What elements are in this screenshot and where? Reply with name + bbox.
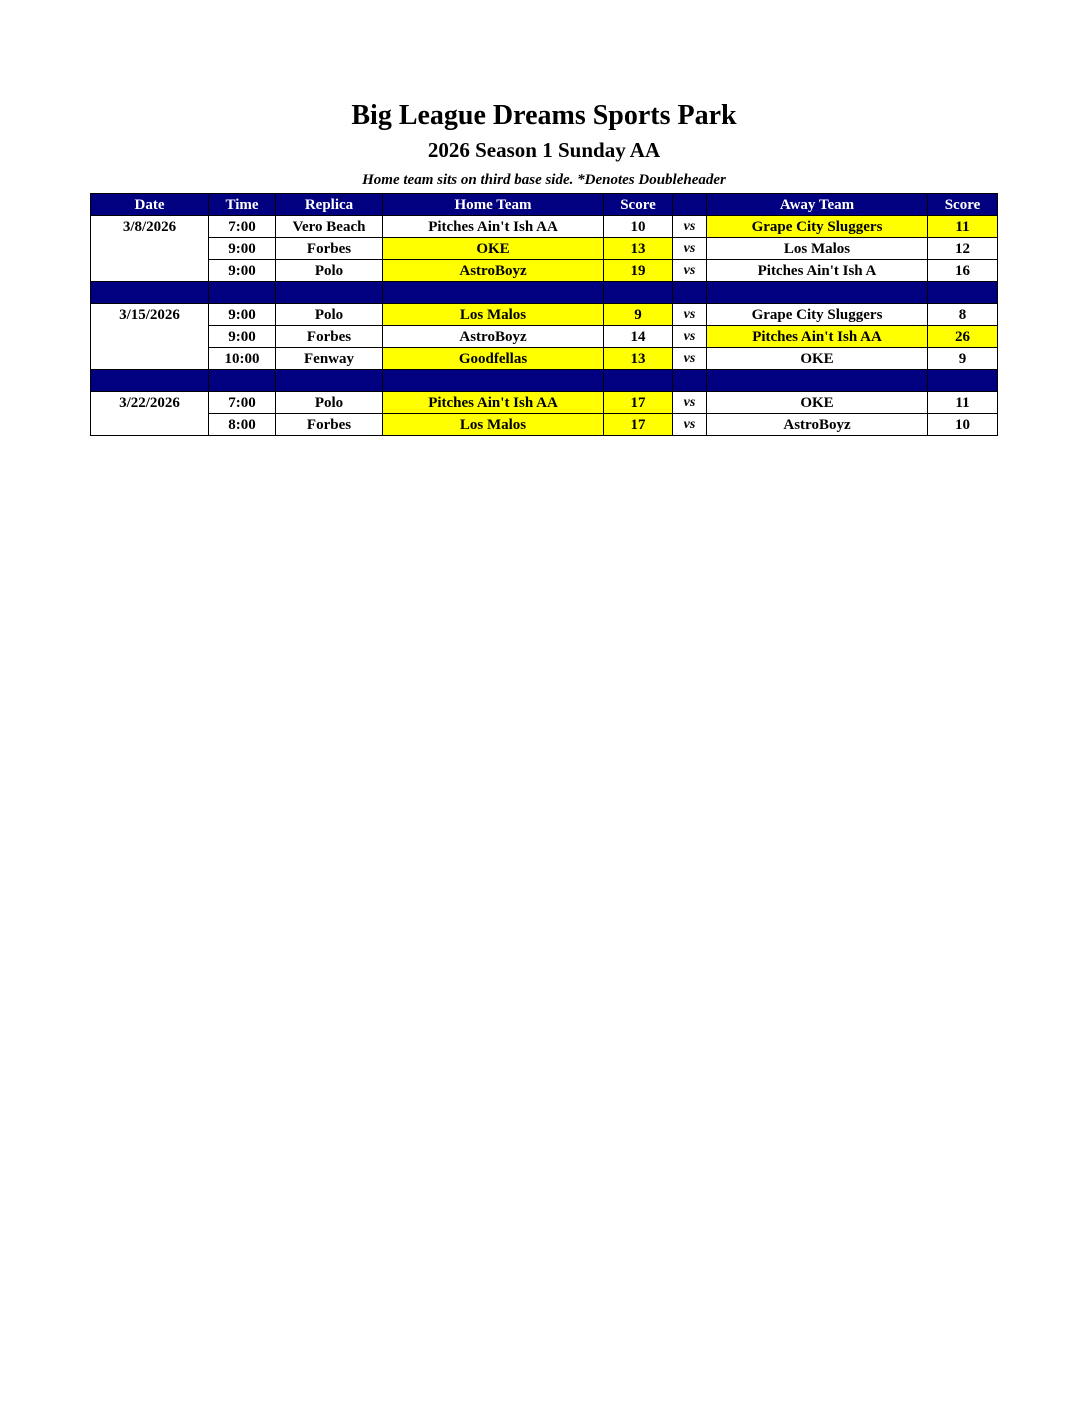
cell-vs: vs (673, 238, 707, 260)
game-row (91, 348, 998, 370)
header-home-team: Home Team (383, 194, 604, 216)
cell-replica: Forbes (276, 326, 383, 348)
game-row (91, 304, 998, 326)
cell-home-team: Los Malos (383, 304, 604, 326)
week-separator-row (91, 370, 998, 392)
cell-home-team: Pitches Ain't Ish AA (383, 392, 604, 414)
cell-home-team: AstroBoyz (383, 326, 604, 348)
header-home-score: Score (604, 194, 673, 216)
cell-date: 3/15/2026 (91, 304, 209, 326)
cell-away-score: 9 (928, 348, 998, 370)
cell-vs: vs (673, 414, 707, 436)
header-time: Time (209, 194, 276, 216)
cell-time: 9:00 (209, 326, 276, 348)
cell-time: 9:00 (209, 304, 276, 326)
header-row (91, 194, 998, 216)
cell-away-team: Pitches Ain't Ish AA (707, 326, 928, 348)
cell-away-team: Grape City Sluggers (707, 304, 928, 326)
separator-cell (383, 370, 604, 392)
cell-home-score: 13 (604, 238, 673, 260)
cell-replica: Polo (276, 260, 383, 282)
header-vs (673, 194, 707, 216)
cell-away-score: 11 (928, 216, 998, 238)
cell-home-score: 10 (604, 216, 673, 238)
separator-cell (707, 370, 928, 392)
separator-cell (673, 282, 707, 304)
cell-home-score: 9 (604, 304, 673, 326)
cell-time: 7:00 (209, 216, 276, 238)
cell-date (91, 348, 209, 370)
separator-cell (604, 282, 673, 304)
cell-home-team: AstroBoyz (383, 260, 604, 282)
cell-date (91, 326, 209, 348)
cell-home-team: Pitches Ain't Ish AA (383, 216, 604, 238)
separator-cell (604, 370, 673, 392)
cell-time: 7:00 (209, 392, 276, 414)
game-row (91, 414, 998, 436)
cell-replica: Forbes (276, 238, 383, 260)
cell-replica: Forbes (276, 414, 383, 436)
separator-cell (276, 282, 383, 304)
cell-away-team: Grape City Sluggers (707, 216, 928, 238)
cell-away-team: OKE (707, 348, 928, 370)
header-away-team: Away Team (707, 194, 928, 216)
cell-date: 3/22/2026 (91, 392, 209, 414)
cell-vs: vs (673, 260, 707, 282)
separator-cell (276, 370, 383, 392)
cell-home-team: OKE (383, 238, 604, 260)
cell-date (91, 260, 209, 282)
cell-away-team: OKE (707, 392, 928, 414)
cell-away-score: 8 (928, 304, 998, 326)
cell-away-score: 16 (928, 260, 998, 282)
separator-cell (928, 370, 998, 392)
cell-vs: vs (673, 216, 707, 238)
schedule-table (90, 193, 998, 436)
cell-away-team: Los Malos (707, 238, 928, 260)
cell-away-score: 12 (928, 238, 998, 260)
cell-vs: vs (673, 326, 707, 348)
separator-cell (91, 282, 209, 304)
cell-vs: vs (673, 304, 707, 326)
cell-home-score: 13 (604, 348, 673, 370)
schedule-note: Home team sits on third base side. *Denotes Doubleheader (362, 172, 726, 188)
separator-cell (91, 370, 209, 392)
cell-away-score: 26 (928, 326, 998, 348)
cell-replica: Polo (276, 304, 383, 326)
cell-away-team: Pitches Ain't Ish A (707, 260, 928, 282)
header-date: Date (91, 194, 209, 216)
cell-away-score: 11 (928, 392, 998, 414)
week-separator-row (91, 282, 998, 304)
separator-cell (673, 370, 707, 392)
cell-replica: Vero Beach (276, 216, 383, 238)
cell-home-team: Los Malos (383, 414, 604, 436)
cell-vs: vs (673, 392, 707, 414)
separator-cell (383, 282, 604, 304)
cell-away-score: 10 (928, 414, 998, 436)
page-subtitle: 2026 Season 1 Sunday AA (427, 138, 661, 162)
cell-date (91, 238, 209, 260)
cell-date: 3/8/2026 (91, 216, 209, 238)
cell-replica: Polo (276, 392, 383, 414)
separator-cell (707, 282, 928, 304)
game-row (91, 326, 998, 348)
game-row (91, 216, 998, 238)
separator-cell (209, 282, 276, 304)
cell-home-score: 19 (604, 260, 673, 282)
header-away-score: Score (928, 194, 998, 216)
separator-cell (209, 370, 276, 392)
cell-vs: vs (673, 348, 707, 370)
separator-cell (928, 282, 998, 304)
game-row (91, 260, 998, 282)
cell-home-score: 17 (604, 414, 673, 436)
cell-time: 9:00 (209, 238, 276, 260)
game-row (91, 392, 998, 414)
game-row (91, 238, 998, 260)
schedule-body (91, 216, 998, 436)
cell-time: 8:00 (209, 414, 276, 436)
cell-home-score: 14 (604, 326, 673, 348)
cell-time: 9:00 (209, 260, 276, 282)
cell-home-team: Goodfellas (383, 348, 604, 370)
cell-time: 10:00 (209, 348, 276, 370)
cell-date (91, 414, 209, 436)
page-title: Big League Dreams Sports Park (351, 100, 737, 131)
cell-away-team: AstroBoyz (707, 414, 928, 436)
cell-home-score: 17 (604, 392, 673, 414)
cell-replica: Fenway (276, 348, 383, 370)
header-replica: Replica (276, 194, 383, 216)
